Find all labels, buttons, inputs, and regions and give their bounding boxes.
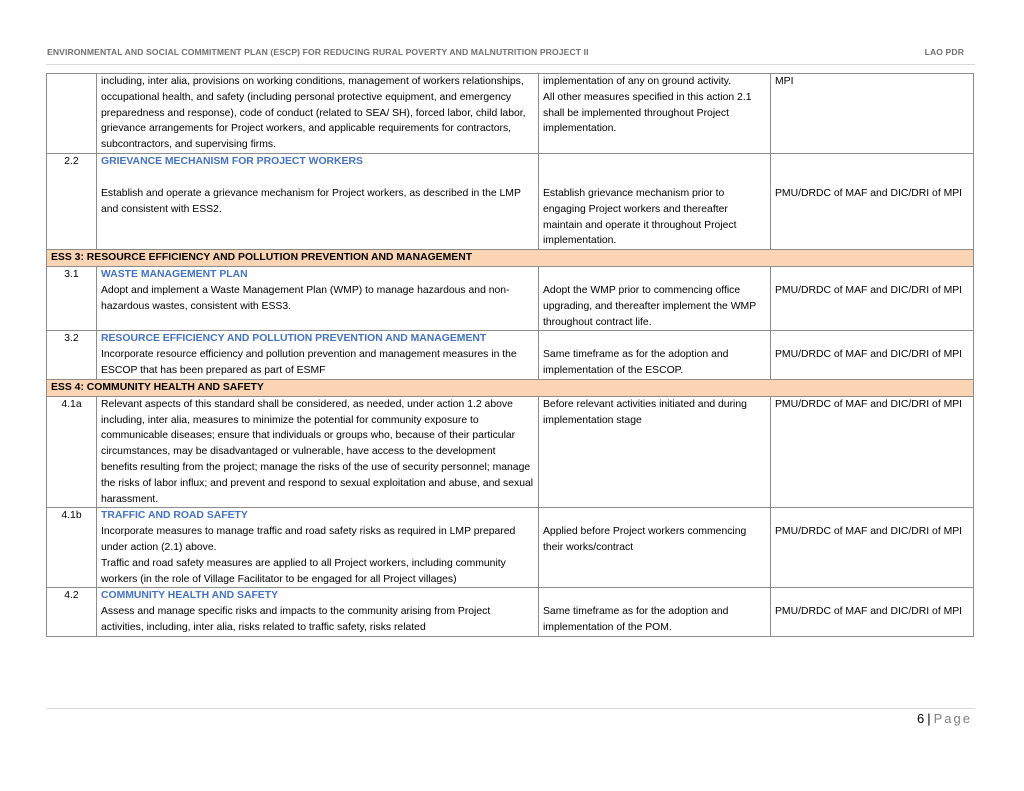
row-number: 3.2 (47, 331, 97, 380)
timeframe-text: Same timeframe as for the adoption and implementation of the ESCOP. (543, 349, 729, 377)
header-divider (46, 64, 975, 65)
timeframe-cell (539, 588, 771, 637)
measure-text: including, inter alia, provisions on working conditions, management of workers relationships, occupational health, and safety (including personal protective equipment, and emergency preparedness and response), code of conduct (related to SEA/ SH), forced labor, child labor, grievance arrangements for Project workers, and applicable requirements for contractors, subcontractors, and supervising firms. (101, 76, 526, 151)
section-header-ess3: ESS 3: RESOURCE EFFICIENCY AND POLLUTION PREVENTION AND MANAGEMENT (47, 250, 974, 267)
table-row (47, 266, 974, 330)
timeframe-cell (539, 331, 771, 380)
timeframe-text: Adopt the WMP prior to commencing office upgrading, and thereafter implement the WMP throughout contract life. (543, 284, 756, 328)
measure-text: Establish and operate a grievance mechanism for Project workers, as described in the LMP and consistent with ESS2. (101, 187, 521, 215)
section-header-row (47, 250, 974, 267)
row-number: 3.1 (47, 266, 97, 330)
table-row (47, 508, 974, 588)
measure-cell (97, 588, 539, 637)
footer-divider (46, 708, 975, 709)
table-row (47, 588, 974, 637)
responsibility-text: PMU/DRDC of MAF and DIC/DRI of MPI (775, 398, 963, 410)
responsibility-cell (771, 266, 974, 330)
measure-cell (97, 74, 539, 154)
action-title: COMMUNITY HEALTH AND SAFETY (101, 590, 279, 602)
measure-cell (97, 153, 539, 249)
responsibility-cell (771, 508, 974, 588)
action-title: TRAFFIC AND ROAD SAFETY (101, 510, 248, 522)
measure-text: Adopt and implement a Waste Management Plan (WMP) to manage hazardous and non-hazardous wastes, consistent with ESS3. (101, 284, 510, 312)
timeframe-cell (539, 74, 771, 154)
table-row (47, 74, 974, 154)
table-row (47, 153, 974, 249)
page-number-footer (917, 711, 972, 726)
row-number: 2.2 (47, 153, 97, 249)
action-title: GRIEVANCE MECHANISM FOR PROJECT WORKERS (101, 155, 363, 167)
country-label: LAO PDR (924, 47, 964, 57)
timeframe-cell (539, 266, 771, 330)
timeframe-text: Same timeframe as for the adoption and implementation of the POM. (543, 606, 729, 634)
page-label: Page (933, 711, 972, 726)
row-number: 4.1a (47, 396, 97, 508)
row-number: 4.2 (47, 588, 97, 637)
page-header (47, 47, 964, 57)
responsibility-cell (771, 588, 974, 637)
page-number: 6 (917, 711, 925, 726)
row-number: 4.1b (47, 508, 97, 588)
measure-text: Assess and manage specific risks and impacts to the community arising from Project activities, including, inter alia, risks related to traffic safety, risks related (101, 606, 491, 633)
timeframe-cell (539, 153, 771, 249)
measure-text: Incorporate resource efficiency and pollution prevention and management measures in the ESCOP that has been prepared as part of ESMF (101, 349, 517, 376)
action-title: WASTE MANAGEMENT PLAN (101, 268, 248, 280)
row-number (47, 74, 97, 154)
timeframe-text: Applied before Project workers commencing their works/contract (543, 526, 747, 554)
document-title: ENVIRONMENTAL AND SOCIAL COMMITMENT PLAN (ESCP) FOR REDUCING RURAL POVERTY AND MALNUTRITION PROJECT II (47, 47, 589, 57)
measure-text: Relevant aspects of this standard shall be considered, as needed, under action 1.2 above including, inter alia, measures to minimize the potential for community exposure to communicable diseases; ensure that individuals or groups who, because of their particular circumstances, may be disadvantaged or vulnerable, have access to the development benefits resulting from the project; manage the risks of the use of security personnel; manage the risks of labor influx; and prevent and respond to sexual exploitation and abuse, and sexual harassment. (101, 398, 534, 505)
responsibility-cell (771, 396, 974, 508)
responsibility-cell (771, 153, 974, 249)
measure-text: Traffic and road safety measures are applied to all Project workers, including community workers (in the role of Village Facilitator to be engaged for all Project villages) (101, 557, 506, 585)
measure-cell (97, 508, 539, 588)
responsibility-cell (771, 331, 974, 380)
responsibility-text: PMU/DRDC of MAF and DIC/DRI of MPI (775, 606, 963, 618)
commitment-table (46, 73, 974, 637)
timeframe-text: Before relevant activities initiated and during implementation stage (543, 398, 747, 426)
responsibility-cell (771, 74, 974, 154)
table-row (47, 396, 974, 508)
section-header-ess4: ESS 4: COMMUNITY HEALTH AND SAFETY (47, 379, 974, 396)
section-header-row (47, 379, 974, 396)
measure-text: Incorporate measures to manage traffic and road safety risks as required in LMP prepared under action (2.1) above. (101, 526, 516, 553)
responsibility-text: PMU/DRDC of MAF and DIC/DRI of MPI (775, 284, 963, 296)
timeframe-cell (539, 508, 771, 588)
measure-cell (97, 331, 539, 380)
responsibility-text: PMU/DRDC of MAF and DIC/DRI of MPI (775, 526, 963, 538)
measure-cell (97, 396, 539, 508)
timeframe-text: Establish grievance mechanism prior to engaging Project workers and thereafter maintain and operate it throughout Project implementation. (543, 187, 737, 247)
page-separator: | (927, 711, 931, 726)
responsibility-text: PMU/DRDC of MAF and DIC/DRI of MPI (775, 349, 963, 361)
timeframe-text: implementation of any on ground activity. All other measures specified in this action 2.1 shall be implemented throughout Project implementation. (543, 76, 752, 135)
measure-cell (97, 266, 539, 330)
action-title: RESOURCE EFFICIENCY AND POLLUTION PREVENTION AND MANAGEMENT (101, 333, 487, 345)
responsibility-text: MPI (775, 76, 794, 87)
responsibility-text: PMU/DRDC of MAF and DIC/DRI of MPI (775, 187, 963, 199)
table-row (47, 331, 974, 380)
timeframe-cell (539, 396, 771, 508)
